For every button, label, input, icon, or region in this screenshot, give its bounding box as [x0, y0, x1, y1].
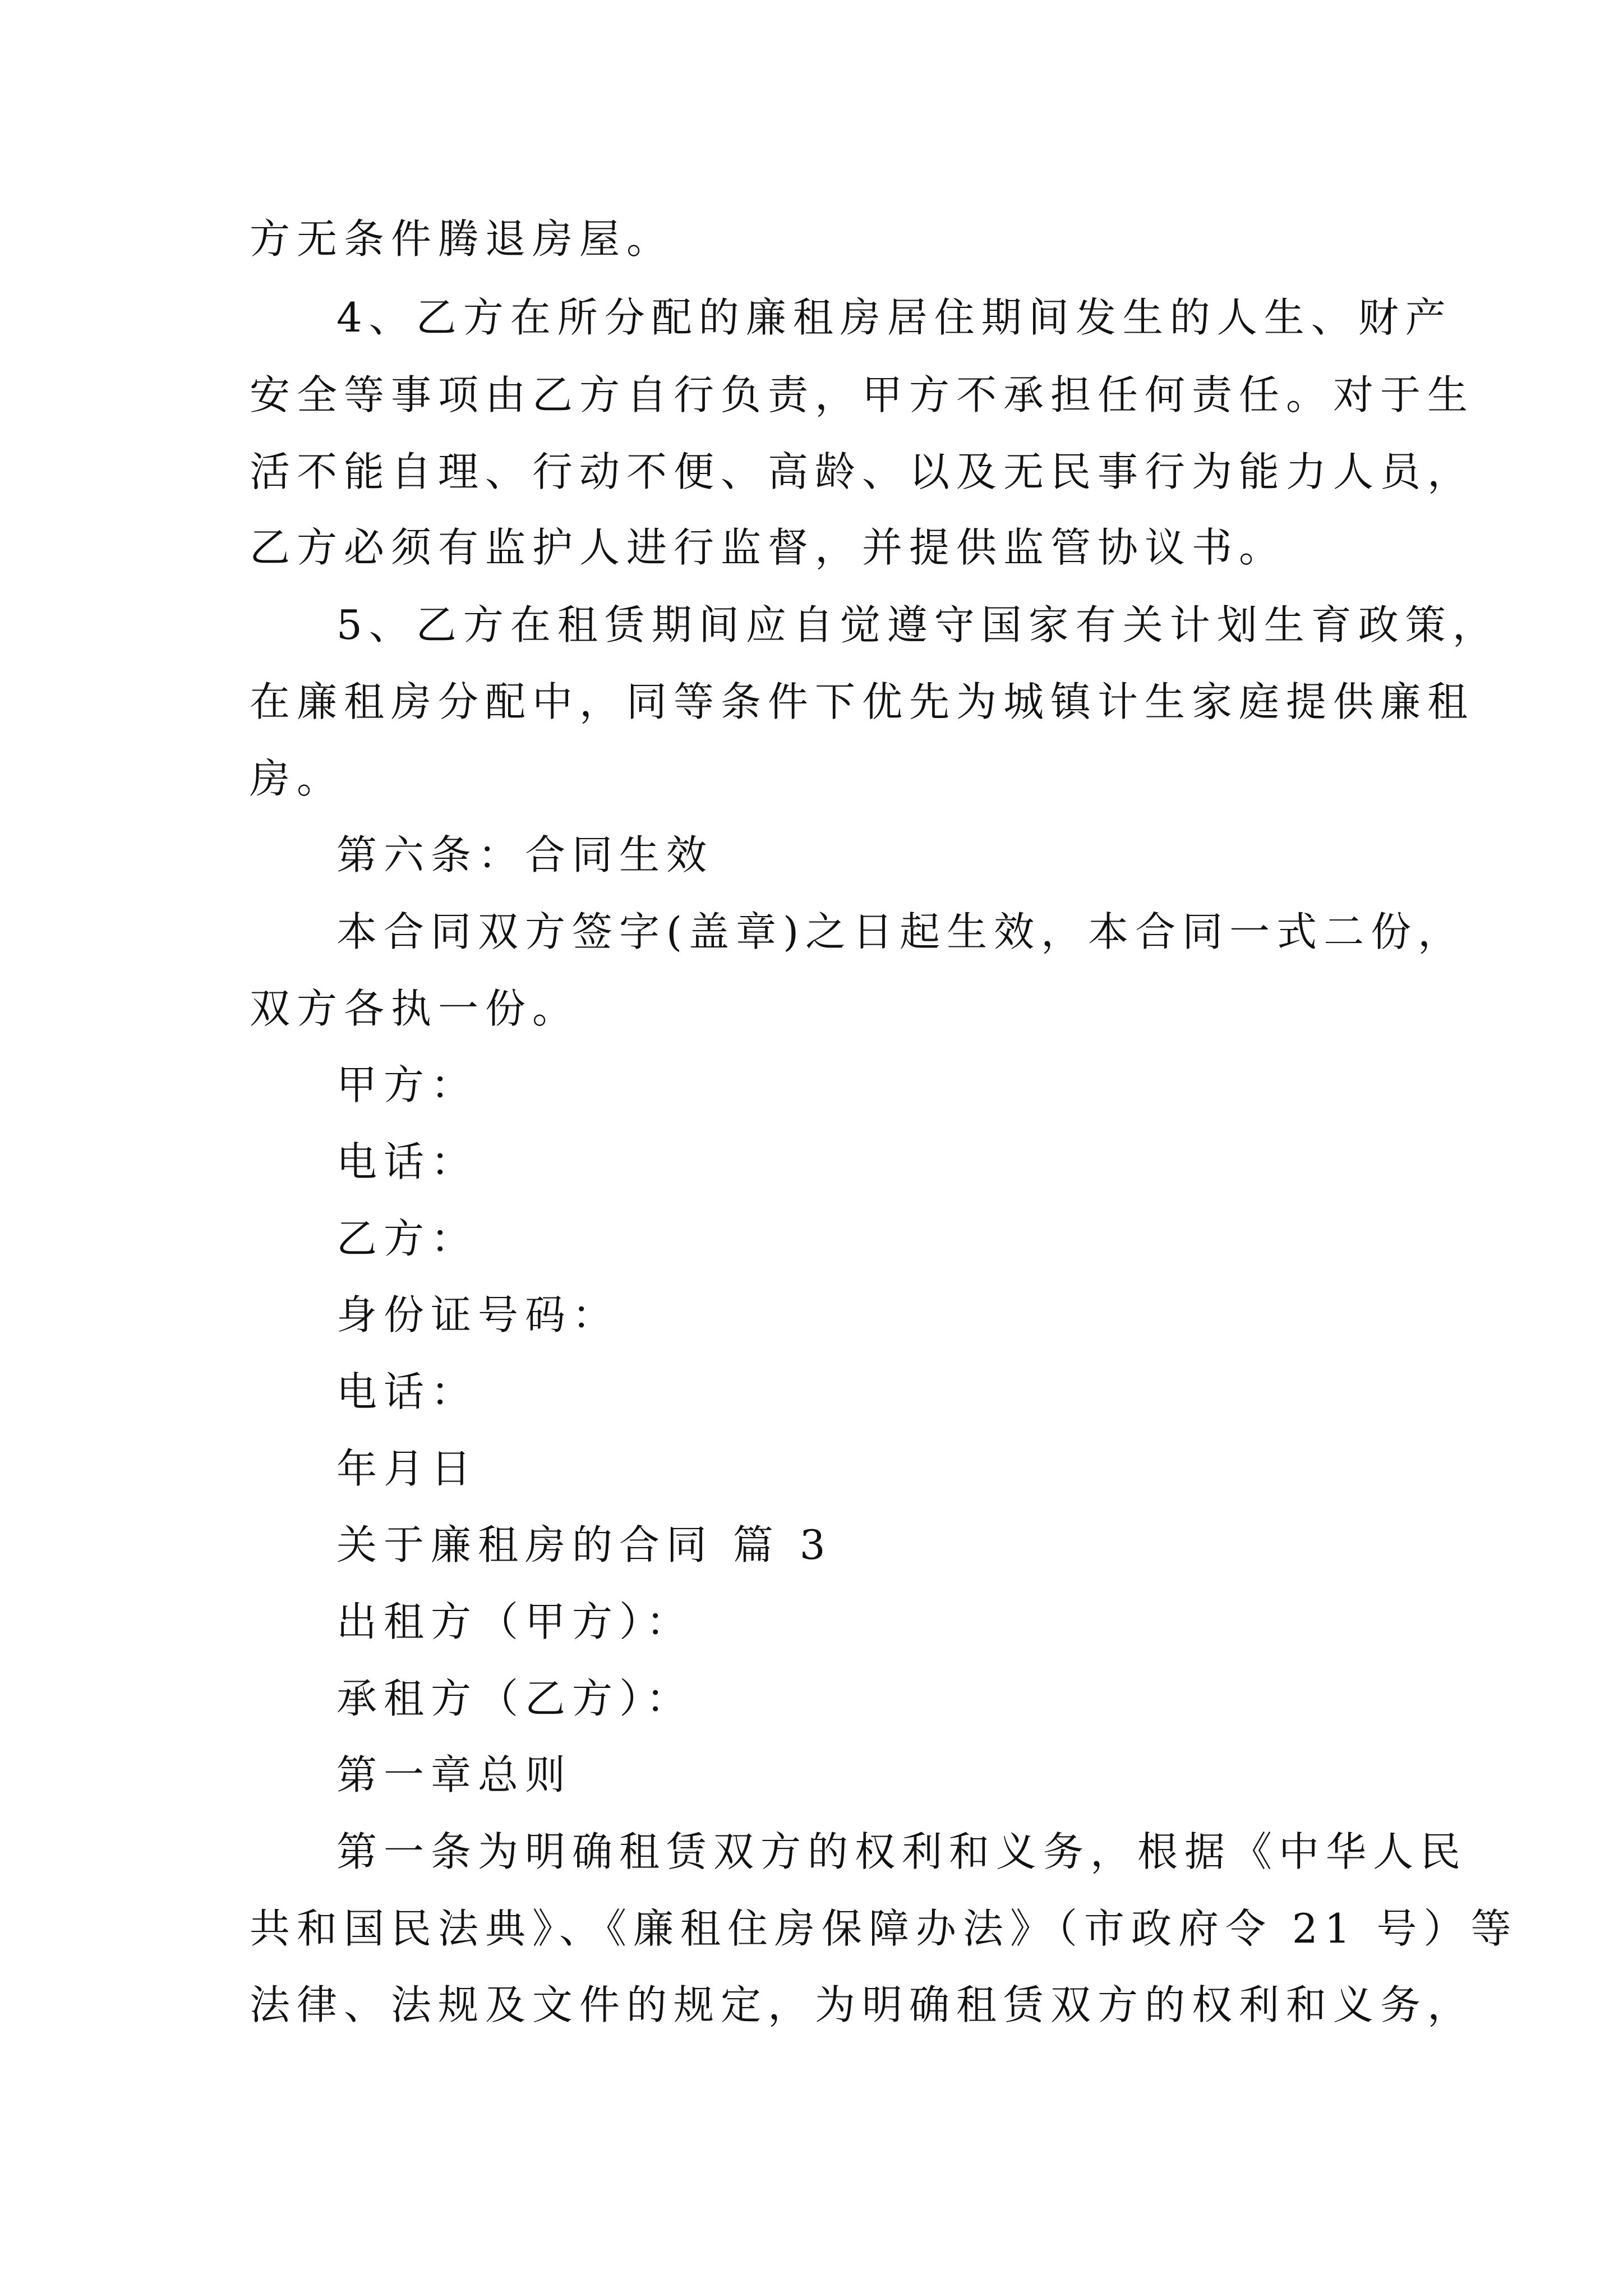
- chapter-heading: 第一章总则: [336, 1751, 573, 1798]
- paragraph-line: 方无条件腾退房屋。: [250, 215, 674, 263]
- article-1-line: 第一条为明确租赁双方的权利和义务，根据《中华人民: [336, 1828, 1468, 1875]
- id-number-label: 身份证号码：: [336, 1291, 620, 1338]
- paragraph-line: 房。: [250, 755, 344, 802]
- party-a-label: 甲方：: [336, 1061, 478, 1108]
- paragraph-line: 乙方必须有监护人进行监督，并提供监管协议书。: [250, 524, 1287, 571]
- party-b-label: 乙方：: [336, 1215, 478, 1262]
- paragraph-line: 共和国民法典》、《廉租住房保障办法》（市政府令 21 号）等: [250, 1905, 1518, 1952]
- lessee-label: 承租方（乙方）：: [336, 1675, 694, 1722]
- paragraph-line: 双方各执一份。: [250, 985, 580, 1032]
- article-6-heading: 第六条：合同生效: [336, 831, 714, 878]
- paragraph-line: 本合同双方签字(盖章)之日起生效，本合同一式二份，: [336, 908, 1465, 955]
- paragraph-line: 安全等事项由乙方自行负责，甲方不承担任何责任。对于生: [250, 371, 1475, 418]
- clause-4-line: 4、乙方在所分配的廉租房居住期间发生的人生、财产: [336, 294, 1453, 341]
- phone-label: 电话：: [336, 1368, 478, 1415]
- paragraph-line: 活不能自理、行动不便、高龄、以及无民事行为能力人员，: [250, 448, 1475, 495]
- date-label: 年月日: [336, 1445, 478, 1492]
- clause-5-line: 5、乙方在租赁期间应自觉遵守国家有关计划生育政策，: [336, 601, 1500, 648]
- paragraph-line: 法律、法规及文件的规定，为明确租赁双方的权利和义务，: [250, 1981, 1475, 2028]
- section-title: 关于廉租房的合同 篇 3: [336, 1521, 832, 1568]
- phone-label: 电话：: [336, 1138, 478, 1185]
- paragraph-line: 在廉租房分配中，同等条件下优先为城镇计生家庭提供廉租: [250, 678, 1475, 725]
- lessor-label: 出租方（甲方）：: [336, 1598, 694, 1645]
